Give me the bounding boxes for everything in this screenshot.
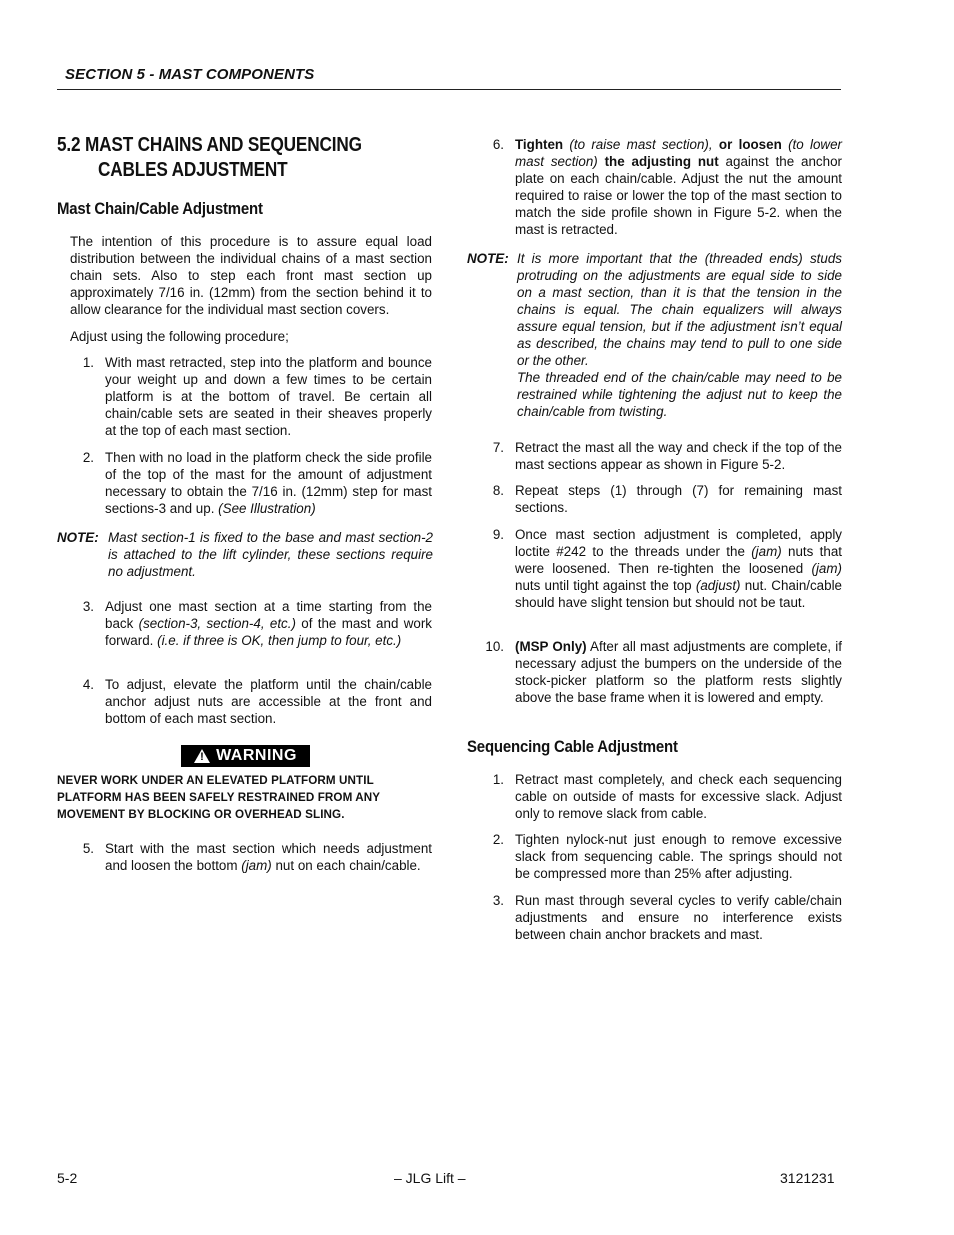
step-text-part: Then with no load in the platform check the side profile of the top of the mast for the amount of adjustment necessary to obtain the 7/16 in. (12mm) step for mast sections-3 and up.	[105, 450, 432, 516]
step-text-italic: (i.e. if three is OK, then jump to four, etc.)	[157, 633, 402, 648]
step-number: 1.	[492, 772, 504, 787]
step-text-italic: (jam)	[241, 858, 272, 873]
step-text-part: of the mast and work forward.	[105, 616, 432, 648]
note-text: Mast section-1 is fixed to the base and mast section-2 is attached to the lift cylinder, these sections require no adjustment.	[108, 530, 433, 579]
step-number: 4.	[82, 677, 94, 692]
note-label: NOTE:	[57, 530, 99, 545]
step-text-part: nuts that were loosened. Then re-tighten the loosened	[515, 544, 842, 576]
warning-label: WARNING	[216, 747, 297, 764]
note-text-part: The threaded end of the chain/cable may need to be restrained while tightening the adjust nut to keep the chain/cable from twisting.	[517, 370, 842, 419]
step-text-italic: (See Illustration)	[218, 501, 316, 516]
step-text	[105, 840, 432, 874]
step-text-bold: Tighten	[515, 137, 564, 152]
step-number: 1.	[82, 355, 94, 370]
step-number: 5.	[82, 841, 94, 856]
step-number: 3.	[82, 599, 94, 614]
step-text-italic: (to lower mast section)	[515, 137, 842, 169]
warning-text: NEVER WORK UNDER AN ELEVATED PLATFORM UNTIL PLATFORM HAS BEEN SAFELY RESTRAINED FROM ANY MOVEMENT BY BLOCKING OR OVERHEAD SLING.	[57, 773, 380, 821]
step-text-part: Once mast section adjustment is completed, apply loctite #242 to the threads under the	[515, 527, 842, 559]
step-text	[515, 526, 842, 611]
step-text: Tighten nylock-nut just enough to remove excessive slack from sequencing cable. The springs should not be compressed more than 25% after adjusting.	[515, 832, 842, 881]
step-number: 8.	[492, 483, 504, 498]
step-number: 2.	[492, 832, 504, 847]
step-number: 3.	[492, 893, 504, 908]
section-title-line1: 5.2 MAST CHAINS AND SEQUENCING	[57, 134, 362, 156]
step-number: 7.	[492, 440, 504, 455]
step-text-italic: (jam)	[811, 561, 842, 576]
step-text-italic: (section-3, section-4, etc.)	[138, 616, 296, 631]
warning-triangle-icon: !	[194, 749, 210, 763]
step-text-italic: (adjust)	[695, 578, 741, 593]
step-number: 2.	[82, 450, 94, 465]
step-text-part: against the anchor plate on each chain/cable. Adjust the nut the amount required to raise or lower the top of the mast section to match the side profile shown in Figure 5-2. when the mast is retracted.	[515, 154, 842, 237]
step-text-part: After all mast adjustments are complete, if necessary adjust the bumpers on the underside of the stock-picker platform so the platform rests slightly above the base frame when it is lowered and empty.	[515, 639, 842, 705]
step-number: 9.	[492, 527, 504, 542]
step-number: 6.	[492, 137, 504, 152]
step-text-part: nut on each chain/cable.	[275, 858, 421, 873]
step-text: Retract mast completely, and check each sequencing cable on outside of masts for excessive slack. Adjust only to remove slack from cable.	[515, 772, 842, 821]
step-text-part: Start with the mast section which needs adjustment and loosen the bottom	[105, 841, 432, 873]
step-number: 10.	[485, 639, 504, 654]
note-text-part: It is more important that the (threaded ends) studs protruding on the adjustments are equal side to side on a mast section, than it is that the tension in the chains is equal. The chain equalizers will always assure equal tension, but if the adjustment isn’t equal as described, the chains may tend to pull to one side or the other.	[517, 251, 842, 368]
page-number: 5-2	[57, 1170, 78, 1186]
step-text: With mast retracted, step into the platform and bounce your weight up and down a few times to be certain platform is at the bottom of travel. Be certain all chain/cable sets are seated in their sheaves properly at the top of each mast section.	[105, 355, 432, 438]
step-text: To adjust, elevate the platform until the chain/cable anchor adjust nuts are accessible at the front and bottom of each mast section.	[105, 677, 432, 726]
step-text: Retract the mast all the way and check if the top of the mast sections appear as shown in Figure 5-2.	[515, 440, 842, 472]
intro-paragraph: The intention of this procedure is to assure equal load distribution between the individual chains of a mast section chain sets. Also to step each front mast section up approximately 7/16 in. (12mm) from the section behind it to allow clearance for the individual mast section covers.	[70, 234, 432, 317]
section-title-line2: CABLES ADJUSTMENT	[98, 159, 288, 181]
step-text-part: Adjust one mast section at a time starting from the back	[105, 599, 432, 631]
step-text	[105, 449, 432, 517]
note-text	[517, 250, 842, 420]
footer-center: – JLG Lift –	[394, 1170, 466, 1186]
step-text-bold: or loosen	[718, 137, 782, 152]
step-text-bold: (MSP Only)	[515, 639, 587, 654]
step-text-part: nut. Chain/cable should have slight tension but should not be taut.	[515, 578, 842, 610]
step-text	[105, 598, 432, 649]
step-text-italic: (jam)	[751, 544, 782, 559]
step-text-part: nuts until tight against the top	[515, 578, 692, 593]
step-text	[515, 136, 842, 238]
step-text: Run mast through several cycles to verify cable/chain adjustments and ensure no interference exists between chain anchor brackets and mast.	[515, 893, 842, 942]
section-header: SECTION 5 - MAST COMPONENTS	[65, 66, 315, 83]
step-text	[515, 638, 842, 706]
subhead-sequencing: Sequencing Cable Adjustment	[467, 737, 678, 756]
step-text: Repeat steps (1) through (7) for remaining mast sections.	[515, 483, 842, 515]
note-label: NOTE:	[467, 251, 509, 266]
document-number: 3121231	[780, 1170, 835, 1186]
step-text-italic: (to raise mast section),	[569, 137, 713, 152]
header-rule	[57, 89, 841, 90]
subhead-mast-chain: Mast Chain/Cable Adjustment	[57, 199, 263, 218]
warning-badge	[181, 745, 310, 767]
adjust-paragraph: Adjust using the following procedure;	[70, 329, 289, 344]
step-text-bold: the adjusting nut	[604, 154, 719, 169]
